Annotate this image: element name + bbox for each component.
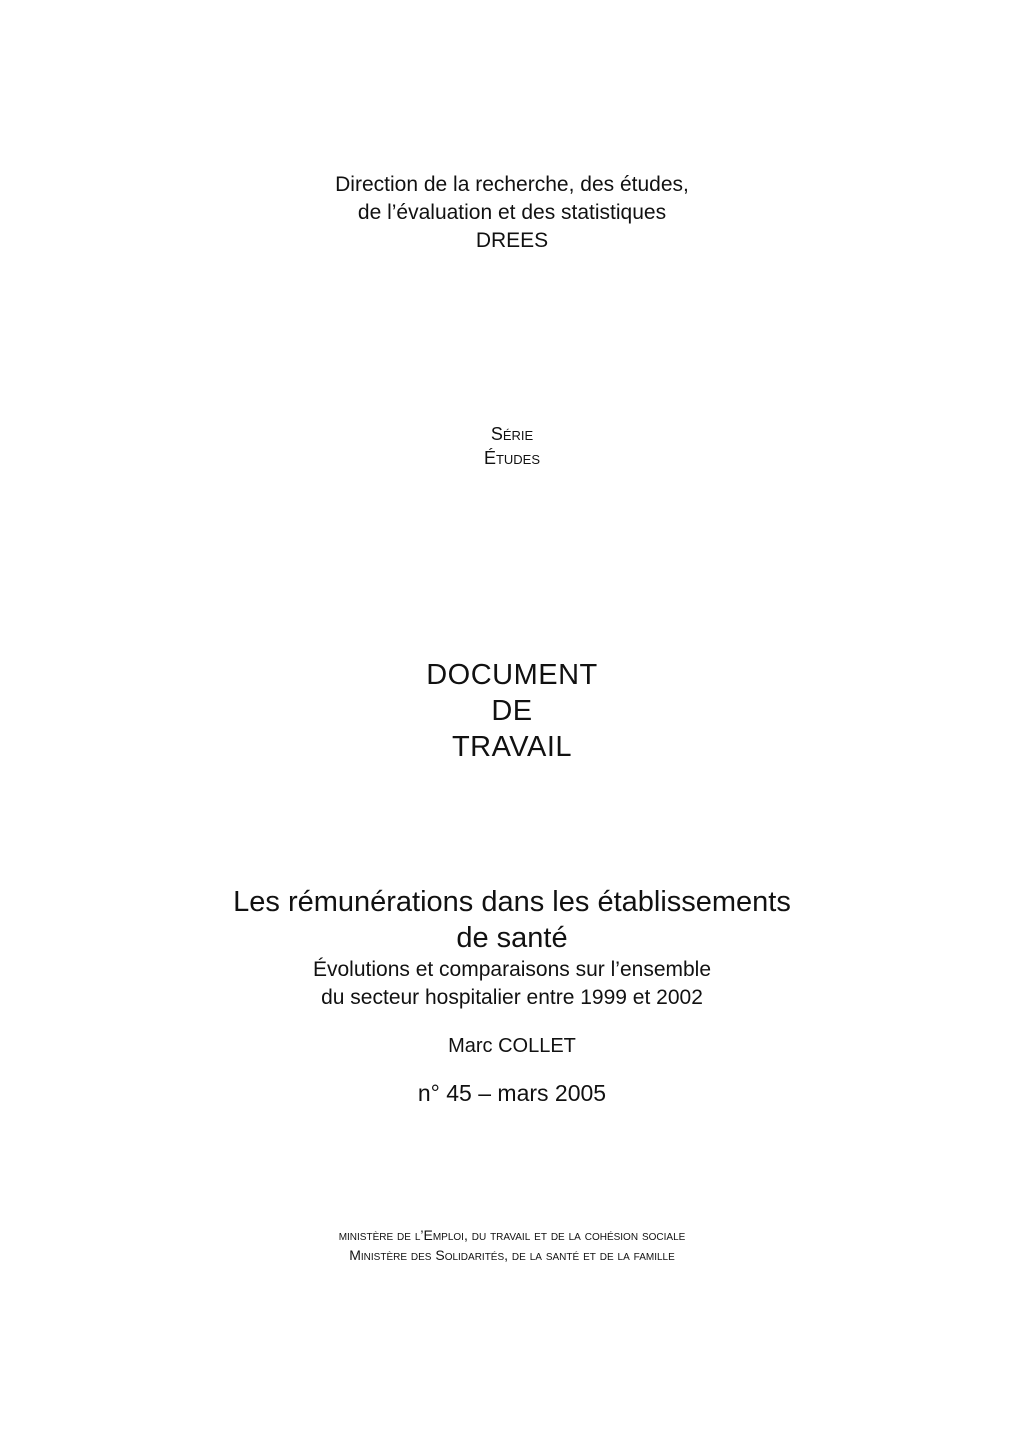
document-type-line-1: DOCUMENT bbox=[426, 659, 598, 691]
ministry-line-2: Ministère des Solidarités, de la santé et de la famille bbox=[349, 1247, 675, 1263]
document-type-line-3: TRAVAIL bbox=[451, 731, 573, 763]
direction-acronym: DREES bbox=[475, 229, 549, 252]
subtitle-line-1: Évolutions et comparaisons sur l’ensemble bbox=[312, 958, 712, 981]
title-line-2: de santé bbox=[456, 922, 568, 954]
ministries-footer bbox=[0, 1225, 1024, 1265]
series-line-2: Études bbox=[483, 448, 541, 468]
document-title bbox=[0, 884, 1024, 956]
series-label bbox=[0, 422, 1024, 470]
title-line-1: Les rémunérations dans les établissements bbox=[233, 886, 791, 918]
document-type bbox=[0, 657, 1024, 765]
publisher-direction bbox=[0, 171, 1024, 255]
ministry-line-1: ministère de l’Emploi, du travail et de la cohésion sociale bbox=[338, 1227, 686, 1243]
issue-number-date: n° 45 – mars 2005 bbox=[417, 1080, 607, 1106]
series-line-1: Série bbox=[490, 424, 534, 444]
document-subtitle bbox=[0, 956, 1024, 1012]
document-type-line-2: DE bbox=[491, 695, 533, 727]
direction-line-2: de l’évaluation et des statistiques bbox=[357, 201, 667, 224]
author-name: Marc COLLET bbox=[448, 1035, 576, 1057]
direction-line-1: Direction de la recherche, des études, bbox=[335, 173, 689, 196]
subtitle-line-2: du secteur hospitalier entre 1999 et 2002 bbox=[321, 986, 703, 1009]
